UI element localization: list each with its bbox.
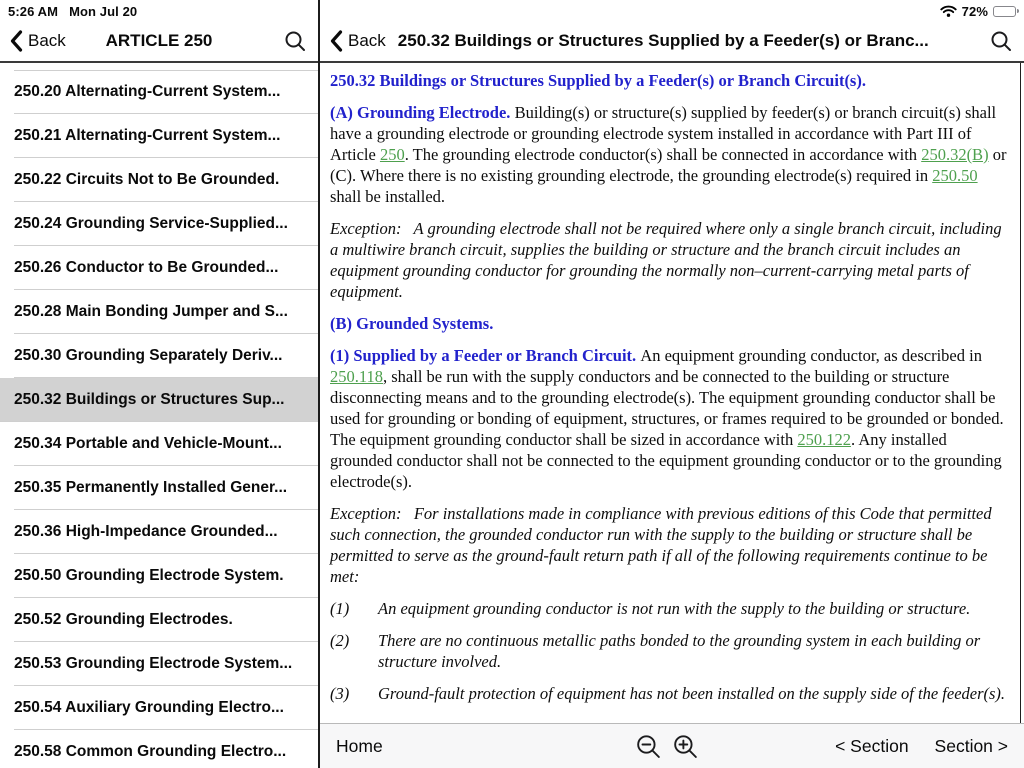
doc-text: Exception: A grounding electrode shall not be required where only a single branch circuit, including a multiwire branch circuit, supplies the building or structure and the branch circuit includes an equipment grounding conductor for grounding the normally non–current-carrying metal parts of equipment. [330, 219, 1002, 301]
zoom-in-button[interactable] [672, 733, 699, 760]
back-chevron-icon [10, 30, 23, 52]
doc-bold-heading-text: (A) Grounding Electrode. [330, 103, 515, 122]
content-title: 250.32 Buildings or Structures Supplied by a Feeder(s) or Branc... [397, 31, 929, 50]
sidebar-item-250-26[interactable]: 250.26 Conductor to Be Grounded... [0, 246, 318, 290]
list-item-text: There are no continuous metallic paths bonded to the grounding system in each building or structure involved. [378, 631, 981, 671]
doc-bold-heading-text: (1) Supplied by a Feeder or Branch Circuit. [330, 346, 641, 365]
doc-bold-heading-text: 250.32 Buildings or Structures Supplied by a Feeder(s) or Branch Circuit(s). [330, 71, 866, 90]
search-icon [284, 30, 306, 52]
sidebar [0, 0, 320, 768]
content-back-button[interactable] [330, 30, 386, 52]
xref-link-250-32-B-[interactable]: 250.32(B) [921, 145, 989, 164]
sidebar-item-250-53[interactable]: 250.53 Grounding Electrode System... [0, 642, 318, 686]
sidebar-item-250-50[interactable]: 250.50 Grounding Electrode System. [0, 554, 318, 598]
doc-bold-heading-text: (B) Grounded Systems. [330, 314, 494, 333]
doc-text: . Any installed grounded conductor shall not be connected to the equipment grounding conductor or to the grounding electrode(s). [330, 430, 1002, 491]
document-view [320, 63, 1021, 768]
content-pane [320, 0, 1024, 768]
battery-icon [993, 6, 1019, 17]
content-search-button[interactable] [988, 28, 1014, 54]
sidebar-header [0, 21, 318, 63]
bottom-toolbar [320, 723, 1024, 768]
doc-list-item [330, 598, 1012, 619]
doc-text: shall be installed. [330, 187, 446, 206]
doc-para [330, 345, 1012, 492]
status-date: Mon Jul 20 [69, 3, 138, 19]
section-nav [835, 736, 1008, 757]
doc-text: Building(s) or structure(s) supplied by feeder(s) or branch circuit(s) shall have a grounding electrode or grounding electrode system installed in accordance with Part III of Article [330, 103, 997, 164]
battery-percent: 72% [961, 3, 988, 19]
doc-text: Exception: For installations made in compliance with previous editions of this Code that permitted such connection, the grounded conductor run with the supply to the building or structure shall be permitted to serve as the ground-fault return path if all of the following requirements continue to be met: [330, 504, 992, 586]
sidebar-item-250-32[interactable]: 250.32 Buildings or Structures Sup... [0, 378, 318, 422]
list-item-text: An equipment grounding conductor is not run with the supply to the building or structure. [378, 599, 971, 618]
doc-heading [330, 313, 1012, 334]
sidebar-item-250-52[interactable]: 250.52 Grounding Electrodes. [0, 598, 318, 642]
content-back-label: Back [348, 31, 386, 50]
sidebar-item-250-30[interactable]: 250.30 Grounding Separately Deriv... [0, 334, 318, 378]
status-time: 5:26 AM [8, 3, 59, 19]
prev-section-button[interactable]: < Section [835, 735, 909, 756]
doc-para [330, 102, 1012, 207]
list-item-number: (1) [330, 599, 350, 618]
xref-link-250-122[interactable]: 250.122 [797, 430, 851, 449]
section-list [0, 70, 318, 768]
back-chevron-icon [330, 30, 343, 52]
status-bar-right [320, 0, 1024, 21]
doc-exception [330, 503, 1012, 587]
sidebar-title: ARTICLE 250 [105, 31, 213, 50]
doc-heading [330, 70, 1012, 91]
doc-list-item [330, 630, 1012, 672]
sidebar-item-250-58[interactable]: 250.58 Common Grounding Electro... [0, 730, 318, 768]
sidebar-item-250-36[interactable]: 250.36 High-Impedance Grounded... [0, 510, 318, 554]
sidebar-back-button[interactable] [10, 30, 66, 52]
zoom-out-button[interactable] [635, 733, 662, 760]
sidebar-item-250-22[interactable]: 250.22 Circuits Not to Be Grounded. [0, 158, 318, 202]
list-item-number: (2) [330, 631, 350, 650]
home-button[interactable]: Home [336, 735, 383, 756]
zoom-controls [635, 733, 699, 760]
wifi-icon [940, 5, 957, 17]
magnifier-minus-icon [635, 733, 662, 760]
doc-text: An equipment grounding conductor, as described in [640, 346, 982, 365]
magnifier-plus-icon [672, 733, 699, 760]
next-section-button[interactable]: Section > [934, 735, 1008, 756]
xref-link-250[interactable]: 250 [379, 145, 405, 164]
content-header [320, 21, 1024, 63]
doc-exception [330, 218, 1012, 302]
sidebar-item-250-34[interactable]: 250.34 Portable and Vehicle-Mount... [0, 422, 318, 466]
sidebar-item-250-28[interactable]: 250.28 Main Bonding Jumper and S... [0, 290, 318, 334]
status-bar-left [0, 0, 318, 21]
sidebar-item-250-35[interactable]: 250.35 Permanently Installed Gener... [0, 466, 318, 510]
sidebar-item-250-20[interactable]: 250.20 Alternating-Current System... [0, 70, 318, 114]
doc-text: or (C). Where there is no existing grounding electrode, the grounding electrode(s) required in [330, 145, 1007, 185]
list-item-text: Ground-fault protection of equipment has not been installed on the supply side of the feeder(s). [378, 684, 1006, 703]
sidebar-search-button[interactable] [282, 28, 308, 54]
xref-link-250-50[interactable]: 250.50 [932, 166, 978, 185]
sidebar-item-250-54[interactable]: 250.54 Auxiliary Grounding Electro... [0, 686, 318, 730]
sidebar-back-label: Back [28, 31, 66, 50]
search-icon [990, 30, 1012, 52]
sidebar-item-250-24[interactable]: 250.24 Grounding Service-Supplied... [0, 202, 318, 246]
xref-link-250-118[interactable]: 250.118 [330, 367, 384, 386]
sidebar-item-250-21[interactable]: 250.21 Alternating-Current System... [0, 114, 318, 158]
doc-text: , shall be run with the supply conductors and be connected to the building or structure disconnecting means and to the grounding electrode(s). The equipment grounding conductor shall be used for grounding or bonding of equipment, structures, or frames required to be grounded or bonded. The equipment grounding conductor shall be sized in accordance with [330, 367, 1004, 449]
doc-text: . The grounding electrode conductor(s) shall be connected in accordance with [404, 145, 922, 164]
list-item-number: (3) [330, 684, 350, 703]
doc-list-item [330, 683, 1012, 704]
